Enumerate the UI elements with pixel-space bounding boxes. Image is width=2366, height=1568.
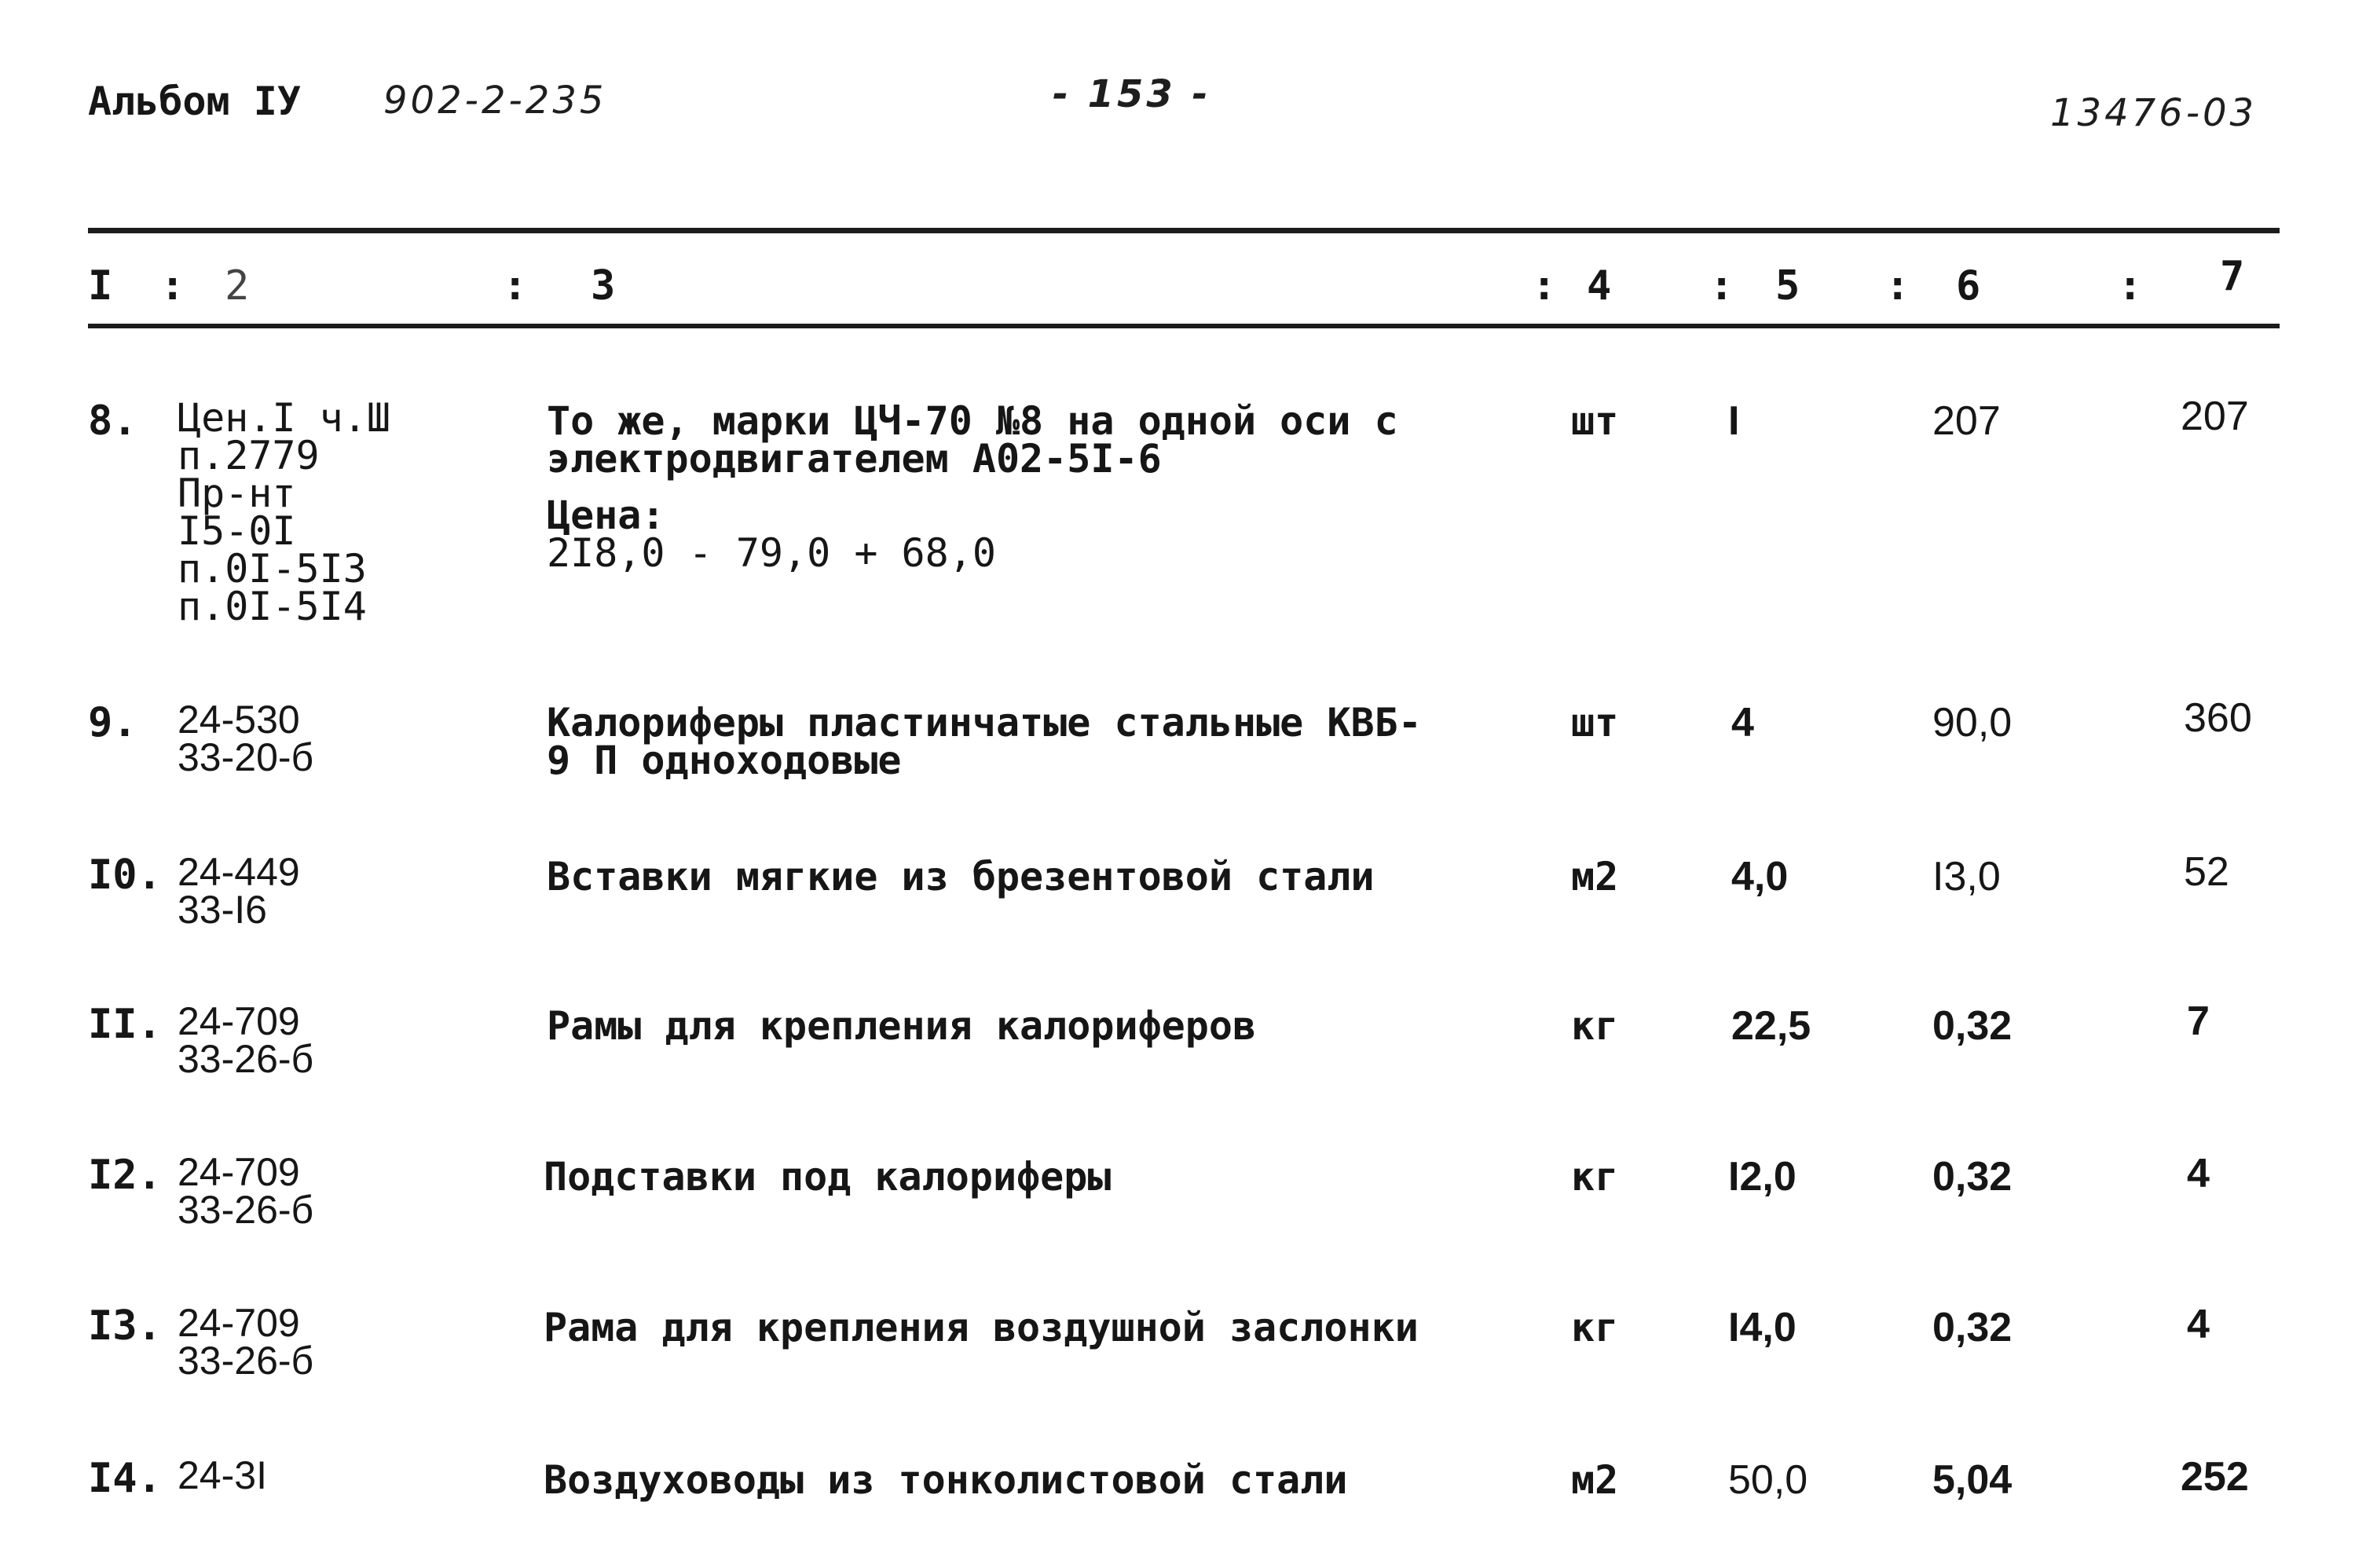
price-formula: 2I8,0 - 79,0 + 68,0 bbox=[547, 530, 996, 576]
description-line: Вставки мягкие из брезентовой стали bbox=[547, 854, 1375, 899]
reference-line: 33-20-б bbox=[178, 735, 314, 779]
header-top-rule bbox=[88, 228, 2280, 233]
row-quantity: I2,0 bbox=[1728, 1154, 1796, 1200]
row-unit: шт bbox=[1571, 700, 1619, 746]
reference-line: 33-26-б bbox=[178, 1037, 314, 1081]
description-line: Рама для крепления воздушной заслонки bbox=[544, 1305, 1419, 1350]
reference-line: 24-709 bbox=[178, 1150, 300, 1194]
column-separator: : bbox=[1885, 262, 1910, 310]
row-quantity: I4,0 bbox=[1728, 1305, 1796, 1350]
page-number: - 153 - bbox=[1053, 72, 1211, 116]
row-reference bbox=[178, 999, 314, 1081]
row-price: 0,32 bbox=[1932, 1003, 2013, 1049]
reference-line: I5-0I bbox=[178, 508, 296, 554]
row-number: II. bbox=[88, 1001, 162, 1048]
row-quantity: 22,5 bbox=[1731, 1003, 1811, 1049]
row-description bbox=[544, 1305, 1419, 1350]
column-number-2: 2 bbox=[225, 262, 250, 310]
row-reference bbox=[178, 698, 314, 779]
column-number-6: 6 bbox=[1956, 262, 1981, 310]
row-total: 360 bbox=[2184, 695, 2252, 741]
description-line: Рамы для крепления калориферов bbox=[547, 1003, 1257, 1049]
row-reference bbox=[178, 850, 300, 932]
description-line: электродвигателем А02-5I-6 bbox=[547, 436, 1162, 482]
row-description bbox=[544, 1154, 1112, 1200]
column-separator: : bbox=[2118, 262, 2143, 310]
row-price: 207 bbox=[1932, 398, 2001, 444]
reference-line: п.0I-5I3 bbox=[178, 546, 367, 592]
row-quantity: 4,0 bbox=[1731, 854, 1789, 899]
row-total: 252 bbox=[2181, 1454, 2249, 1500]
column-number-4: 4 bbox=[1587, 262, 1612, 310]
row-number: 9. bbox=[88, 699, 137, 746]
row-description bbox=[547, 854, 1375, 899]
row-price: 0,32 bbox=[1932, 1154, 2013, 1200]
row-total: 4 bbox=[2187, 1302, 2210, 1347]
row-unit: м2 bbox=[1571, 1457, 1619, 1503]
row-price: 90,0 bbox=[1932, 700, 2013, 746]
reference-line: п.0I-5I4 bbox=[178, 584, 367, 629]
column-separator: : bbox=[1532, 262, 1557, 310]
row-quantity: I bbox=[1728, 398, 1740, 444]
reference-line: 33-I6 bbox=[178, 888, 267, 932]
row-unit: кг bbox=[1571, 1003, 1619, 1049]
row-unit: м2 bbox=[1571, 854, 1619, 899]
description-line: Подставки под калориферы bbox=[544, 1154, 1112, 1200]
row-description bbox=[547, 700, 1422, 783]
column-separator: : bbox=[503, 262, 528, 310]
row-reference bbox=[178, 1453, 267, 1497]
row-unit: кг bbox=[1571, 1305, 1619, 1350]
row-quantity: 4 bbox=[1731, 700, 1754, 746]
column-number-1: I bbox=[88, 262, 113, 310]
description-line: 9 П одноходовые bbox=[547, 738, 902, 783]
reference-line: 24-709 bbox=[178, 999, 300, 1043]
spacer bbox=[547, 478, 1398, 496]
document-code: 13476-03 bbox=[2050, 91, 2258, 135]
reference-line: п.2779 bbox=[178, 433, 320, 478]
row-total: 207 bbox=[2181, 394, 2249, 439]
reference-line: Цен.I ч.Ш bbox=[178, 395, 390, 441]
row-reference bbox=[178, 1301, 314, 1383]
reference-line: 24-530 bbox=[178, 698, 300, 742]
row-price: 5,04 bbox=[1932, 1457, 2013, 1503]
column-separator: : bbox=[160, 262, 185, 310]
row-unit: шт bbox=[1571, 398, 1619, 444]
header-bottom-rule bbox=[88, 324, 2280, 328]
description-line: Воздуховоды из тонколистовой стали bbox=[544, 1457, 1348, 1503]
column-number-5: 5 bbox=[1775, 262, 1800, 310]
column-number-7: 7 bbox=[2220, 253, 2245, 300]
description-line: Калориферы пластинчатые стальные КВБ- bbox=[547, 700, 1422, 746]
row-reference bbox=[178, 395, 390, 629]
project-number: 902-2-235 bbox=[383, 79, 607, 123]
price-label: Цена: bbox=[547, 493, 665, 538]
reference-line: 33-26-б bbox=[178, 1339, 314, 1383]
column-separator: : bbox=[1709, 262, 1734, 310]
row-number: I3. bbox=[88, 1302, 162, 1350]
row-number: I4. bbox=[88, 1455, 162, 1502]
row-description bbox=[544, 1457, 1348, 1503]
row-total: 7 bbox=[2187, 998, 2210, 1044]
reference-line: 24-3I bbox=[178, 1453, 267, 1497]
reference-line: 24-449 bbox=[178, 850, 300, 894]
description-line: То же, марки ЦЧ-70 №8 на одной оси с bbox=[547, 398, 1398, 444]
row-number: I2. bbox=[88, 1152, 162, 1199]
row-number: 8. bbox=[88, 397, 137, 445]
row-quantity: 50,0 bbox=[1728, 1457, 1808, 1503]
album-label: Альбом IУ bbox=[88, 79, 301, 124]
row-price: I3,0 bbox=[1932, 854, 2001, 899]
reference-line: 24-709 bbox=[178, 1301, 300, 1345]
reference-line: 33-26-б bbox=[178, 1188, 314, 1232]
row-reference bbox=[178, 1150, 314, 1232]
row-unit: кг bbox=[1571, 1154, 1619, 1200]
row-number: I0. bbox=[88, 852, 162, 899]
row-price: 0,32 bbox=[1932, 1305, 2013, 1350]
row-total: 4 bbox=[2187, 1151, 2210, 1196]
row-description bbox=[547, 1003, 1257, 1049]
column-number-3: 3 bbox=[591, 262, 616, 310]
reference-line: Пр-нт bbox=[178, 471, 296, 516]
row-description bbox=[547, 398, 1398, 576]
row-total: 52 bbox=[2184, 849, 2229, 895]
